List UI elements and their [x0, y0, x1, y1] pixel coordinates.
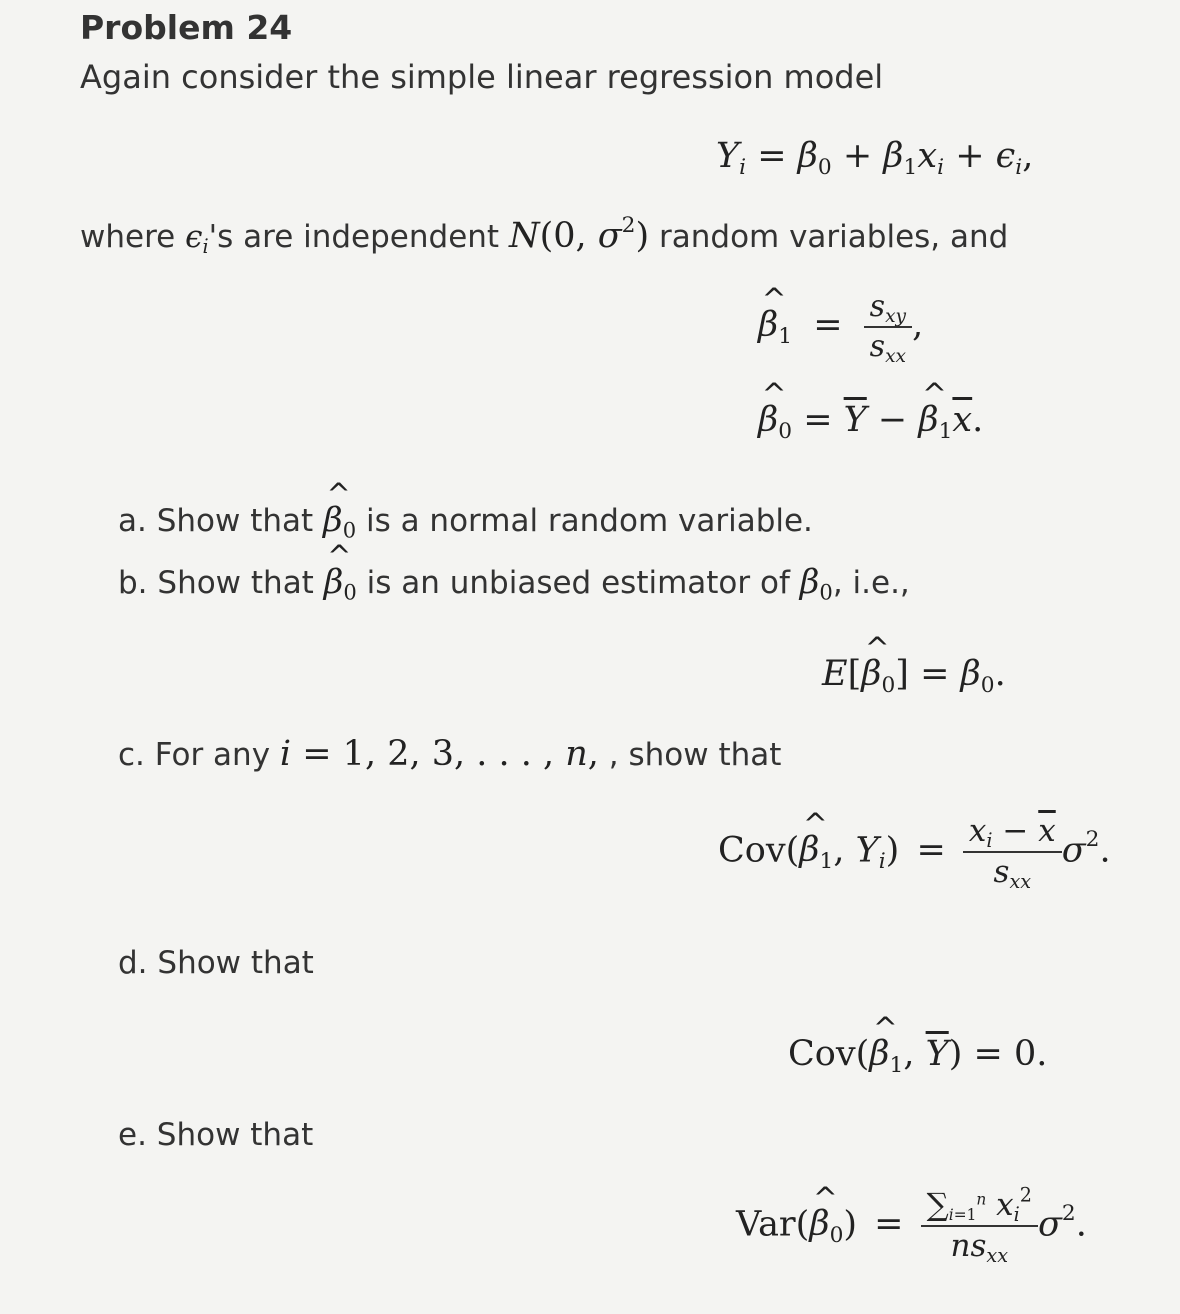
problem-title: Problem 24: [80, 8, 293, 47]
part-d: d. Show that: [118, 945, 314, 981]
covariance-equation-d: Cov(^ $\beta_1$, $\overline{Y}) = 0$.: [788, 1034, 1047, 1074]
where-line: where $\epsilon_i's$ are independent N(0, $\sigma^2$) random variables, and: [80, 212, 1009, 259]
beta0-hat-equation: ^ $\beta_0 = \overline{Y}$ − ^ $\beta_1\overline{x}$.: [758, 400, 983, 440]
part-b: b. Show that ^ $\beta_0$ is an unbiased estimator of $\beta_0$, i.e.,: [118, 562, 910, 602]
variance-equation: Var(^ $\beta_0$) = $\frac{\sum_{i=1}^n x_i^2}{ns_{xx}}$ $\sigma^2$.: [736, 1186, 1087, 1266]
problem-intro: Again consider the simple linear regression model: [80, 58, 884, 96]
beta1-hat-equation: ^ $\beta_1$ = $\frac{s_{xy}}{s_{xx}}$ ,: [758, 288, 923, 365]
model-equation: $Y_i = \beta_0 + \beta_1x_i + \epsilon_i$,: [716, 136, 1034, 180]
part-a: a. Show that ^ $\beta_0$ is a normal random variable.: [118, 500, 813, 540]
covariance-equation-c: Cov(^ $\beta_1$, $Y_i$) = $\frac{x_i - \overline{x}}{s_{xx}}$ $\sigma^2$.: [718, 812, 1111, 892]
part-c: c. For any i = 1, 2, 3, . . . , n, , show that: [118, 734, 782, 774]
part-e: e. Show that: [118, 1117, 314, 1153]
expectation-equation: E[^ $\beta_0] = \beta_0$.: [822, 654, 1006, 694]
